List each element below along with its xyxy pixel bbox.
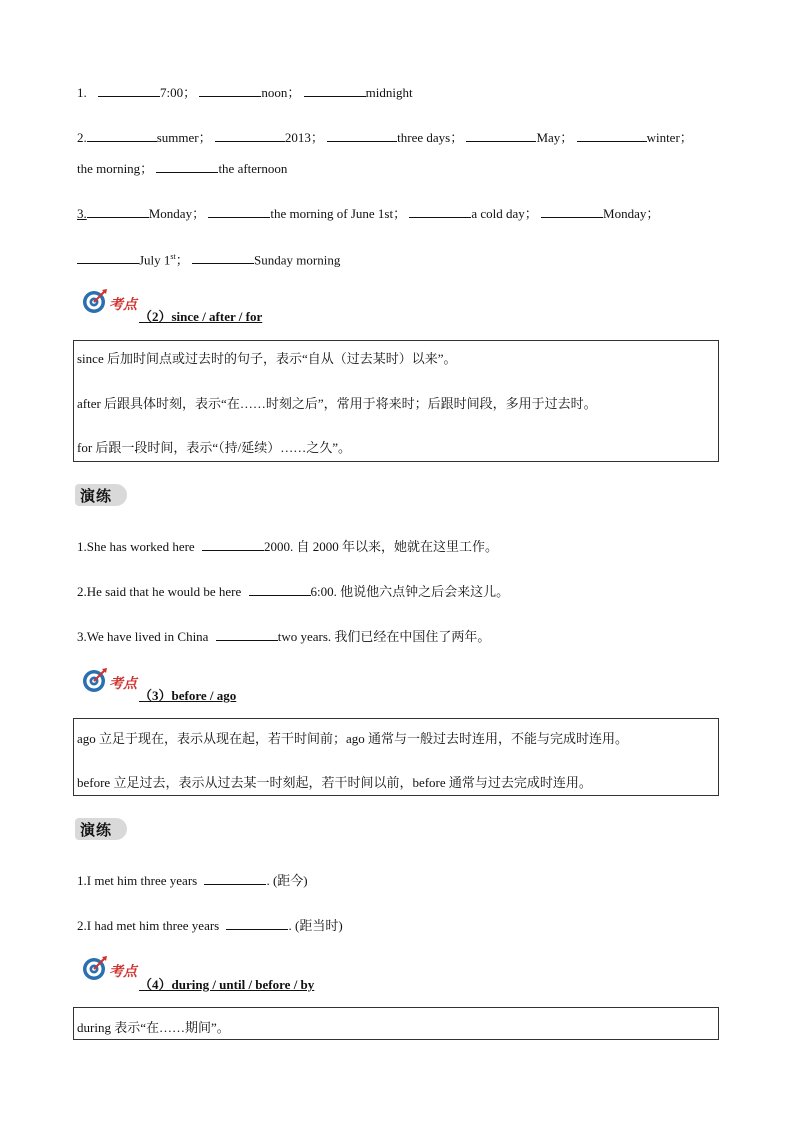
row-3: 3. Monday； the morning of June 1st； a cold day； Monday；	[77, 206, 660, 221]
row-2: 2. summer； 2013； three days； May； winter；	[77, 130, 693, 145]
section-title: （4）during / until / before / by	[139, 977, 315, 992]
blank[interactable]	[199, 84, 261, 97]
section-title: （2）since / after / for	[139, 309, 263, 324]
exercise-item: 1.I met him three years . (距今)	[77, 873, 308, 888]
yanlian-badge	[75, 484, 127, 506]
rules-box	[73, 340, 719, 462]
rules-box	[73, 718, 719, 796]
rules-box	[73, 1007, 719, 1040]
row-number: 1.	[77, 85, 87, 100]
rule-text: for 后跟一段时间，表示“（持/延续）……之久”。	[77, 440, 352, 455]
exercise-item: 3.We have lived in China two years. 我们已经在中国住了两年。	[77, 629, 491, 644]
rule-text: during 表示“在……期间”。	[77, 1020, 230, 1035]
blank[interactable]	[192, 251, 254, 264]
blank[interactable]	[216, 628, 278, 641]
exercise-item: 1.She has worked here 2000. 自 2000 年以来，她就在这里工作。	[77, 539, 498, 554]
row-2-continued: the morning； the afternoon	[77, 161, 288, 176]
row-3-continued: July 1st； Sunday morning	[77, 249, 340, 268]
blank[interactable]	[466, 129, 536, 142]
blank[interactable]	[208, 205, 270, 218]
yanlian-badge	[75, 818, 127, 840]
blank[interactable]	[156, 160, 218, 173]
blank[interactable]	[87, 205, 149, 218]
rule-text: after 后跟具体时刻，表示“在……时刻之后”，常用于将来时；后跟时间段，多用于过去时。	[77, 396, 597, 411]
rule-text: since 后加时间点或过去时的句子，表示“自从（过去某时）以来”。	[77, 351, 457, 366]
blank[interactable]	[202, 538, 264, 551]
rule-text: before 立足过去，表示从过去某一时刻起，若干时间以前，before 通常与过去完成时连用。	[77, 775, 592, 790]
blank[interactable]	[77, 251, 139, 264]
blank[interactable]	[409, 205, 471, 218]
section-title: （3）before / ago	[139, 688, 237, 703]
blank[interactable]	[541, 205, 603, 218]
kaodian-label: 考点	[109, 297, 137, 313]
blank[interactable]	[215, 129, 285, 142]
kaodian-label: 考点	[109, 676, 137, 692]
blank[interactable]	[577, 129, 647, 142]
blank[interactable]	[304, 84, 366, 97]
target-icon	[82, 955, 108, 981]
row-1: 1. 7:00； noon； midnight	[77, 85, 413, 100]
blank[interactable]	[249, 583, 311, 596]
kaodian-label: 考点	[109, 964, 137, 980]
rule-text: ago 立足于现在，表示从现在起，若干时间前；ago 通常与一般过去时连用，不能与完成时连用。	[77, 731, 629, 746]
exercise-item: 2.He said that he would be here 6:00. 他说他六点钟之后会来这儿。	[77, 584, 510, 599]
blank[interactable]	[87, 129, 157, 142]
yanlian-label: 演练	[80, 821, 113, 839]
blank[interactable]	[327, 129, 397, 142]
exercise-item: 2.I had met him three years . (距当时)	[77, 918, 343, 933]
yanlian-label: 演练	[80, 487, 113, 505]
blank[interactable]	[98, 84, 160, 97]
target-icon	[82, 288, 108, 314]
blank[interactable]	[204, 872, 266, 885]
blank[interactable]	[226, 917, 288, 930]
target-icon	[82, 667, 108, 693]
